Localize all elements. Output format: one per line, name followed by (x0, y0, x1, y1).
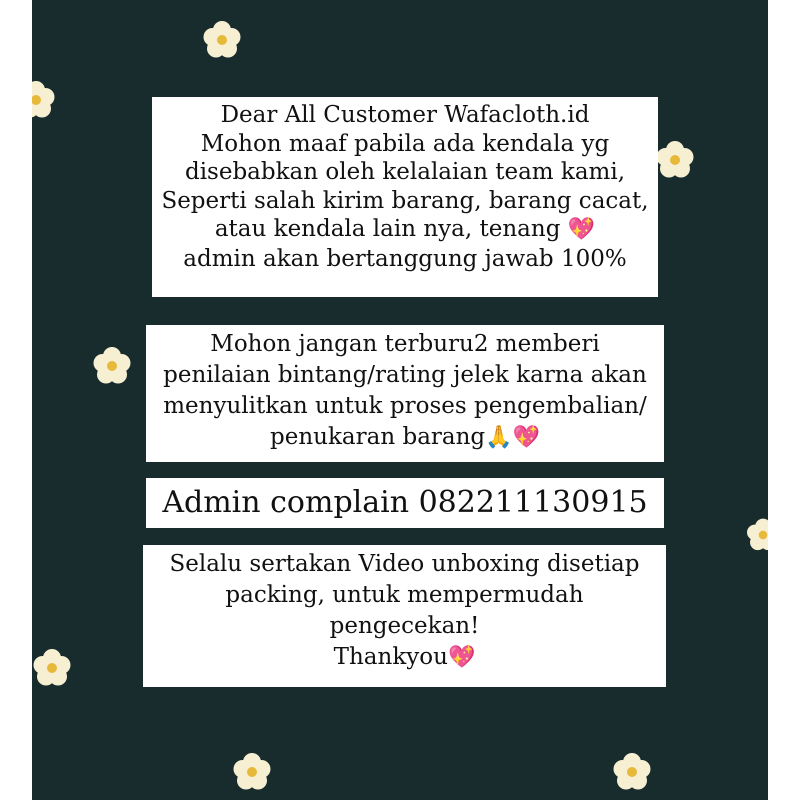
notice-line: packing, untuk mempermudah (225, 582, 584, 608)
notice-line-with-emoji (146, 422, 664, 453)
flower-icon (200, 18, 244, 62)
flower-icon (32, 78, 58, 122)
notice-card-rating (146, 325, 664, 462)
folded-hands-icon: 🙏 (485, 425, 513, 450)
flower-icon (90, 344, 134, 388)
flower-icon (230, 750, 274, 794)
notice-line-text: penukaran barang (270, 424, 486, 450)
notice-line: disebabkan oleh kelalaian team kami, (184, 159, 626, 185)
flower-icon (744, 516, 768, 554)
notice-line: Selalu sertakan Video unboxing disetiap (169, 551, 640, 577)
notice-line-text: atau kendala lain nya, tenang (214, 216, 561, 242)
notice-line-with-emoji (143, 642, 666, 673)
notice-line: Mohon jangan terburu2 memberi (210, 331, 600, 357)
notice-line-text: Thankyou (333, 644, 448, 670)
sparkling-heart-icon: 💖 (567, 217, 596, 242)
flower-icon (610, 750, 654, 794)
notice-line: pengecekan! (329, 613, 480, 639)
notice-line: admin akan bertanggung jawab 100% (183, 245, 627, 272)
notice-card-apology (152, 97, 658, 297)
notice-line: Seperti salah kirim barang, barang cacat, (161, 187, 649, 214)
notice-line: menyulitkan untuk proses pengembalian/ (163, 393, 647, 419)
flower-icon (653, 138, 697, 182)
admin-complain-contact: Admin complain 082211130915 (146, 478, 664, 528)
notice-line: Dear All Customer Wafacloth.id (220, 102, 590, 128)
sparkling-heart-icon: 💖 (447, 645, 476, 670)
sparkling-heart-icon: 💖 (512, 425, 540, 450)
notice-card-unboxing (143, 545, 666, 687)
notice-line: Mohon maaf pabila ada kendala yg (200, 130, 610, 157)
flower-icon (32, 646, 74, 690)
notice-line-with-emoji (152, 215, 658, 245)
notice-line: penilaian bintang/rating jelek karna akan (163, 362, 647, 388)
